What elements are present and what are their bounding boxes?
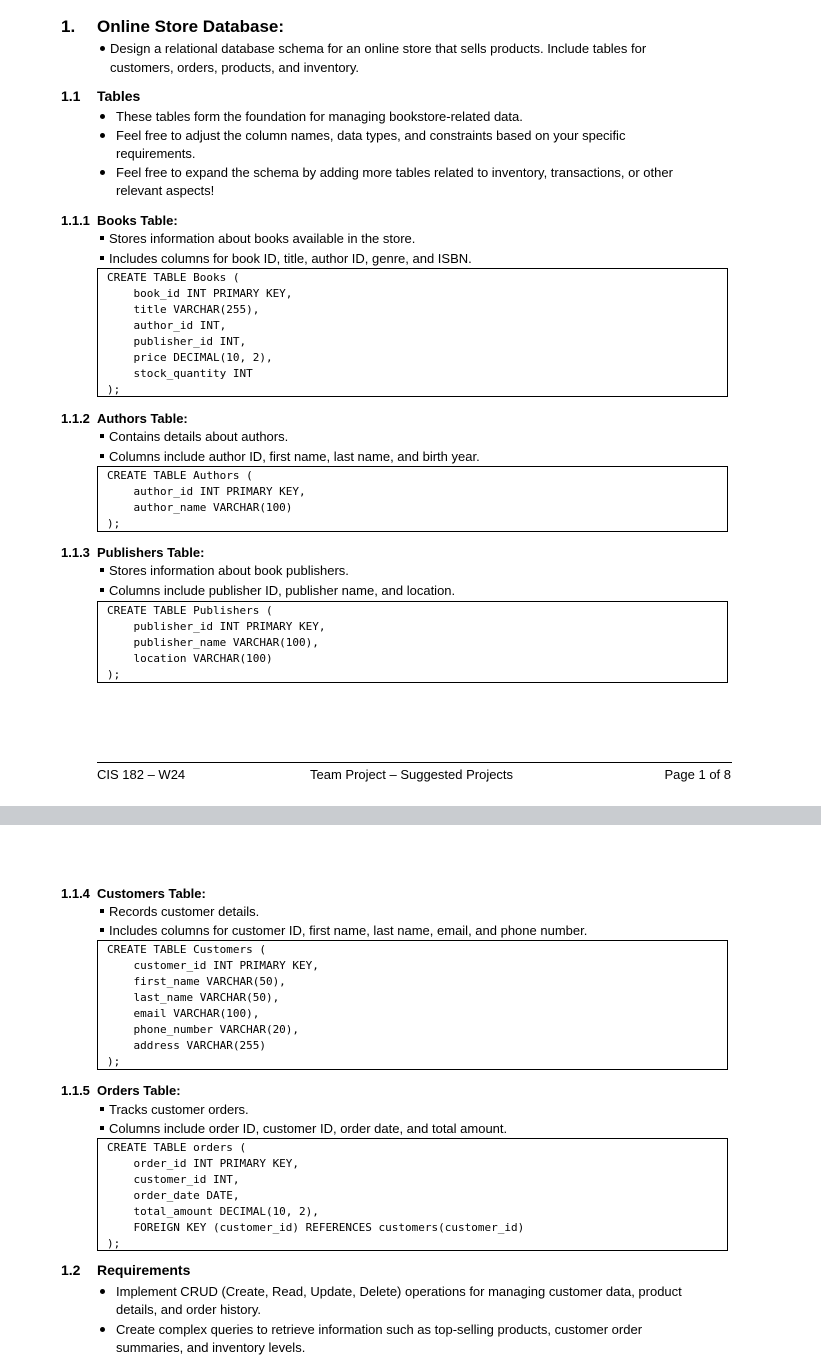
paragraph-line: Feel free to expand the schema by adding more tables related to inventory, transactions, or other	[116, 165, 673, 180]
paragraph-line: Records customer details.	[109, 904, 260, 919]
sql-code: CREATE TABLE Customers ( customer_id INT PRIMARY KEY, first_name VARCHAR(50), last_name VARCHAR(50), email VARCHAR(100), phone_number VARCHAR(20), address VARCHAR(255) );	[107, 943, 319, 1068]
paragraph-line: Contains details about authors.	[109, 429, 289, 444]
square-bullet-icon	[100, 909, 104, 913]
paragraph-line: These tables form the foundation for managing bookstore-related data.	[116, 109, 523, 124]
sql-code: CREATE TABLE orders ( order_id INT PRIMARY KEY, customer_id INT, order_date DATE, total_amount DECIMAL(10, 2), FOREIGN KEY (customer_id) REFERENCES customers(customer_id) );	[107, 1141, 525, 1250]
paragraph-line: requirements.	[116, 146, 196, 161]
page-separator	[0, 806, 821, 825]
paragraph-line: Design a relational database schema for an online store that sells products. Include tables for	[110, 41, 647, 56]
sql-code: CREATE TABLE Publishers ( publisher_id INT PRIMARY KEY, publisher_name VARCHAR(100), location VARCHAR(100) );	[107, 604, 326, 681]
footer-title: Team Project – Suggested Projects	[310, 767, 514, 782]
square-bullet-icon	[100, 928, 104, 932]
subsubsection-number: 1.1.1	[61, 213, 90, 228]
code-block	[97, 466, 728, 532]
bullet-icon	[100, 133, 105, 138]
bullet-icon	[100, 46, 105, 51]
paragraph-line: Stores information about books available in the store.	[109, 231, 416, 246]
square-bullet-icon	[100, 236, 104, 240]
code-block	[97, 1138, 728, 1251]
subsection-title: Requirements	[97, 1262, 191, 1278]
subsubsection-title: Books Table:	[97, 213, 178, 228]
bullet-icon	[100, 114, 105, 119]
square-bullet-icon	[100, 1107, 104, 1111]
sql-code: CREATE TABLE Books ( book_id INT PRIMARY KEY, title VARCHAR(255), author_id INT, publisher_id INT, price DECIMAL(10, 2), stock_quantity INT );	[107, 271, 293, 396]
code-block	[97, 940, 728, 1070]
footer-page-number: Page 1 of 8	[664, 767, 731, 782]
subsection-title: Tables	[97, 88, 141, 104]
paragraph-line: Includes columns for book ID, title, author ID, genre, and ISBN.	[109, 251, 472, 266]
subsubsection-number: 1.1.3	[61, 545, 90, 560]
square-bullet-icon	[100, 454, 104, 458]
section-title: Online Store Database:	[97, 17, 285, 36]
paragraph-line: summaries, and inventory levels.	[116, 1340, 306, 1355]
bullet-icon	[100, 170, 105, 175]
subsubsection-title: Publishers Table:	[97, 545, 205, 560]
footer-course: CIS 182 – W24	[97, 767, 186, 782]
paragraph-line: Stores information about book publishers.	[109, 563, 349, 578]
subsubsection-number: 1.1.5	[61, 1083, 90, 1098]
section-number: 1.	[61, 17, 76, 36]
subsection-number: 1.2	[61, 1262, 81, 1278]
document-page-2	[0, 825, 821, 1367]
code-block	[97, 268, 728, 397]
square-bullet-icon	[100, 1126, 104, 1130]
paragraph-line: Tracks customer orders.	[109, 1102, 249, 1117]
square-bullet-icon	[100, 568, 104, 572]
bullet-icon	[100, 1327, 105, 1332]
sql-code: CREATE TABLE Authors ( author_id INT PRIMARY KEY, author_name VARCHAR(100) );	[107, 469, 306, 530]
square-bullet-icon	[100, 588, 104, 592]
paragraph-line: Columns include publisher ID, publisher name, and location.	[109, 583, 456, 598]
subsubsection-number: 1.1.2	[61, 411, 90, 426]
paragraph-line: Feel free to adjust the column names, data types, and constraints based on your specific	[116, 128, 626, 143]
paragraph-line: relevant aspects!	[116, 183, 215, 198]
subsubsection-number: 1.1.4	[61, 886, 90, 901]
square-bullet-icon	[100, 434, 104, 438]
code-block	[97, 601, 728, 683]
bullet-icon	[100, 1289, 105, 1294]
paragraph-line: Create complex queries to retrieve information such as top-selling products, customer order	[116, 1322, 643, 1337]
subsubsection-title: Authors Table:	[97, 411, 188, 426]
paragraph-line: details, and order history.	[116, 1302, 261, 1317]
subsubsection-title: Customers Table:	[97, 886, 206, 901]
paragraph-line: Columns include author ID, first name, last name, and birth year.	[109, 449, 480, 464]
square-bullet-icon	[100, 256, 104, 260]
paragraph-line: Columns include order ID, customer ID, order date, and total amount.	[109, 1121, 508, 1136]
footer-rule	[97, 762, 732, 763]
subsubsection-title: Orders Table:	[97, 1083, 181, 1098]
subsection-number: 1.1	[61, 88, 81, 104]
paragraph-line: Includes columns for customer ID, first name, last name, email, and phone number.	[109, 923, 588, 938]
paragraph-line: customers, orders, products, and inventory.	[110, 60, 360, 75]
paragraph-line: Implement CRUD (Create, Read, Update, Delete) operations for managing customer data, product	[116, 1284, 682, 1299]
